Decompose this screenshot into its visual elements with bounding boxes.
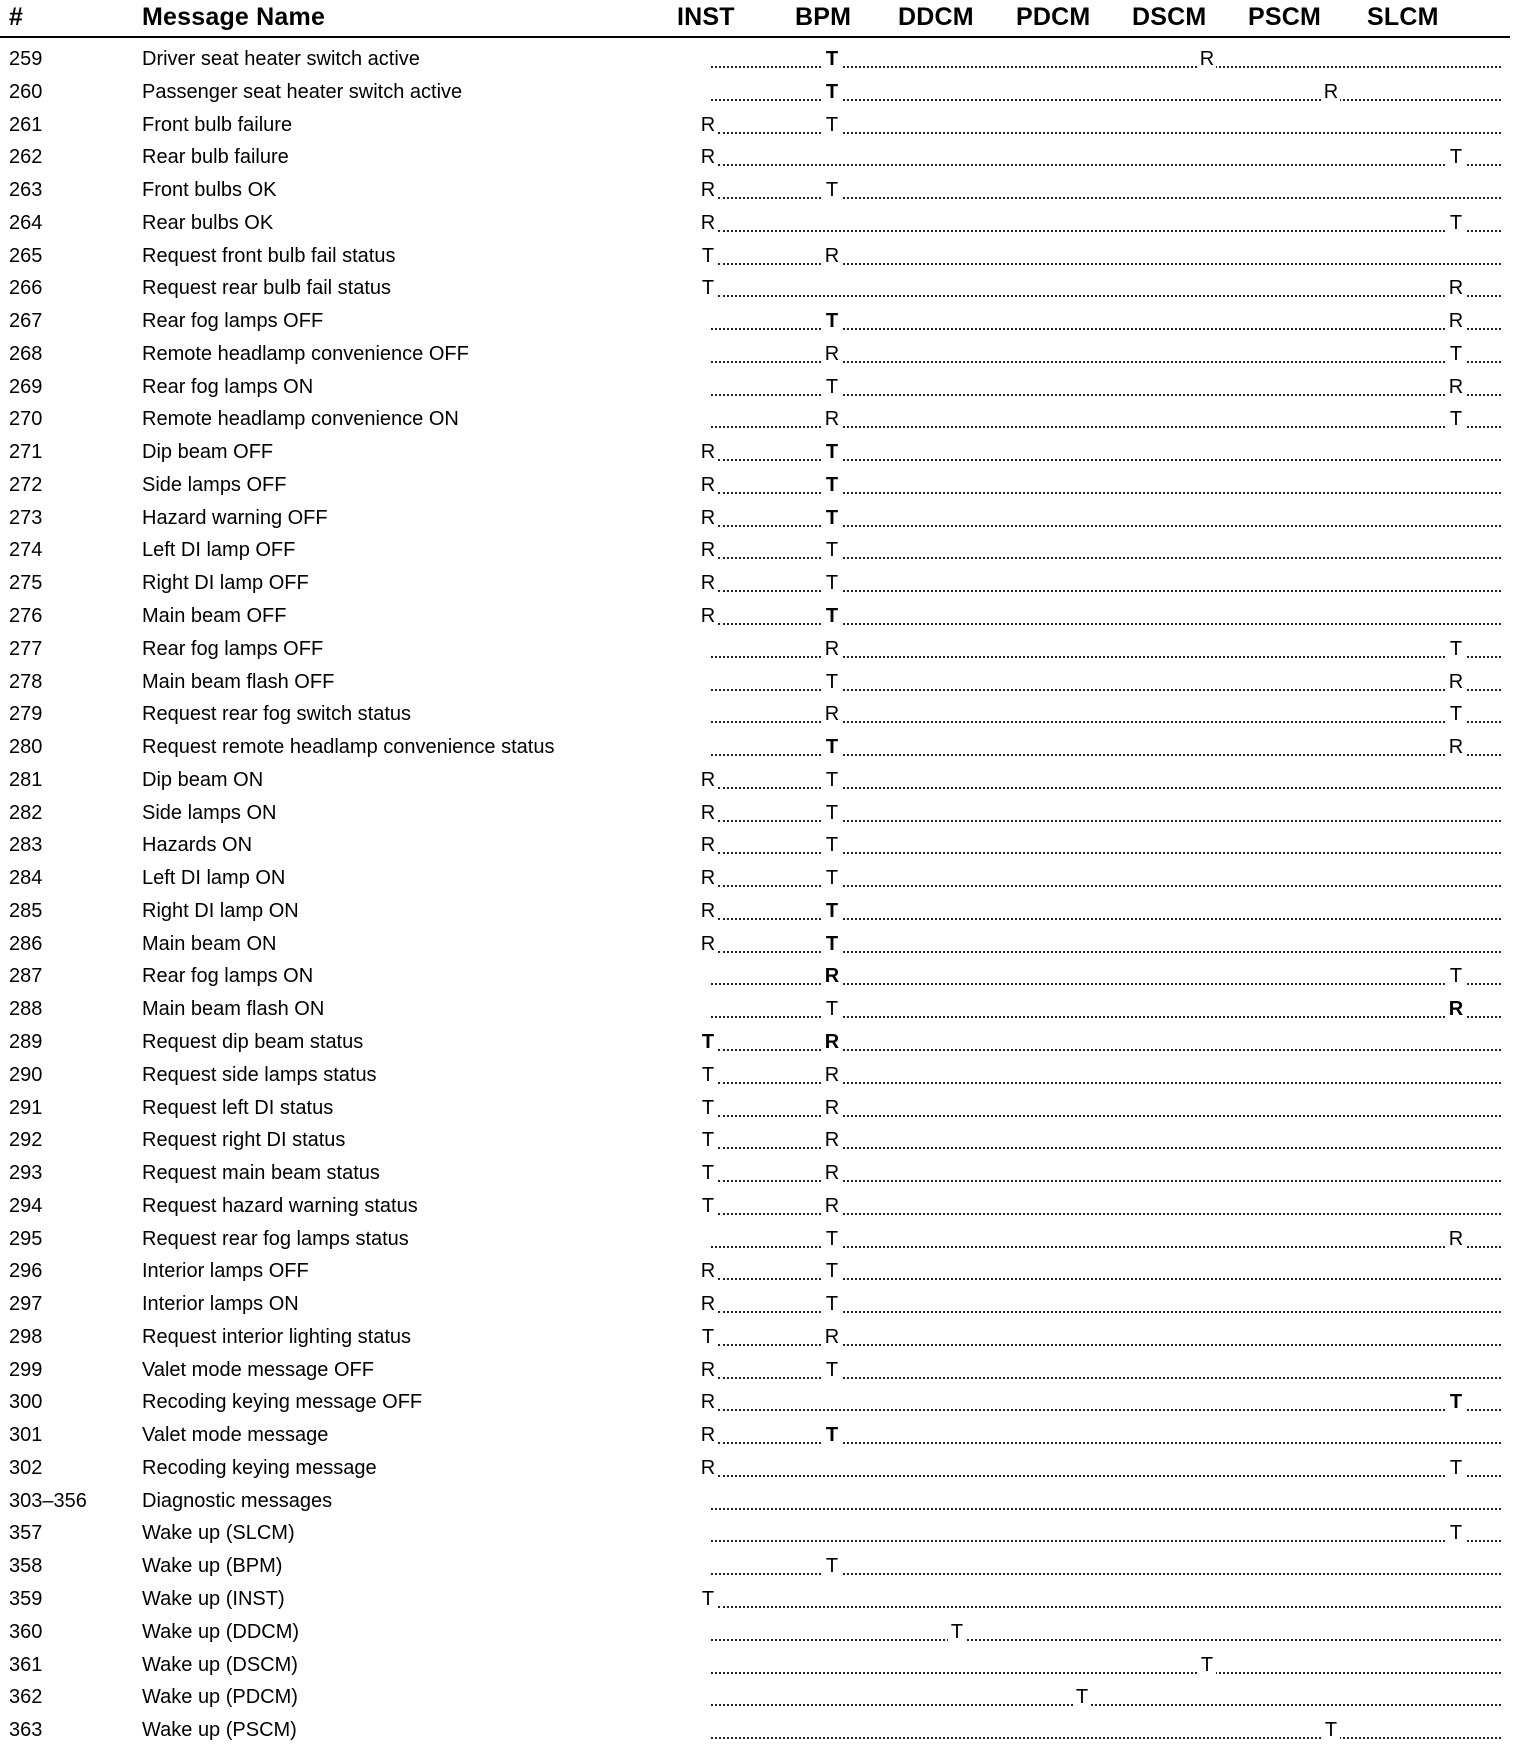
message-number: 274	[9, 539, 43, 562]
message-name: Hazard warning OFF	[142, 506, 328, 529]
table-row	[0, 1650, 1510, 1683]
table-row	[0, 44, 1510, 77]
table-row	[0, 1125, 1510, 1158]
direction-mark: R	[824, 637, 840, 660]
direction-mark: T	[1447, 1521, 1465, 1545]
header-pscm: PSCM	[1248, 3, 1322, 31]
message-name: Request dip beam status	[142, 1030, 364, 1053]
direction-mark: T	[699, 1194, 717, 1218]
message-number: 275	[9, 572, 43, 595]
direction-mark: R	[824, 1063, 840, 1086]
dotted-leader	[718, 164, 1501, 166]
table-row	[0, 437, 1510, 470]
header-message-name: Message Name	[142, 3, 326, 31]
table-row	[0, 1518, 1510, 1551]
message-name: Right DI lamp ON	[142, 899, 299, 922]
message-name: Wake up (PSCM)	[142, 1719, 297, 1742]
table-row	[0, 77, 1510, 110]
message-name: Left DI lamp OFF	[142, 539, 296, 562]
message-name: Dip beam OFF	[142, 441, 274, 464]
message-name: Main beam flash ON	[142, 998, 325, 1021]
message-name: Wake up (INST)	[142, 1587, 285, 1610]
table-row	[0, 208, 1510, 241]
message-name: Request hazard warning status	[142, 1194, 418, 1217]
dotted-leader	[718, 230, 1501, 232]
message-name: Request main beam status	[142, 1162, 380, 1185]
message-name: Side lamps OFF	[142, 473, 287, 496]
direction-mark: R	[700, 473, 716, 496]
table-row	[0, 830, 1510, 863]
direction-mark: T	[1447, 145, 1465, 169]
message-name: Front bulb failure	[142, 113, 293, 136]
table-row	[0, 1584, 1510, 1617]
message-name: Wake up (DSCM)	[142, 1653, 298, 1676]
message-name: Rear fog lamps ON	[142, 375, 314, 398]
table-row	[0, 273, 1510, 306]
direction-mark: T	[823, 866, 841, 890]
table-row	[0, 1617, 1510, 1650]
message-number: 269	[9, 375, 43, 398]
message-number: 268	[9, 342, 43, 365]
direction-mark: R	[700, 211, 716, 234]
direction-mark: R	[700, 1260, 716, 1283]
direction-mark: T	[823, 1554, 841, 1578]
direction-mark: T	[699, 1128, 717, 1152]
message-number: 300	[9, 1391, 43, 1414]
direction-mark: T	[823, 1423, 841, 1447]
direction-mark: R	[700, 539, 716, 562]
header-dscm: DSCM	[1132, 3, 1207, 31]
direction-mark: R	[824, 1162, 840, 1185]
table-row	[0, 142, 1510, 175]
message-name: Wake up (BPM)	[142, 1555, 283, 1578]
message-number: 279	[9, 703, 43, 726]
direction-mark: R	[700, 113, 716, 136]
table-row	[0, 1322, 1510, 1355]
message-name: Passenger seat heater switch active	[142, 80, 463, 103]
table-row	[0, 1191, 1510, 1224]
direction-mark: T	[823, 1358, 841, 1382]
message-number: 298	[9, 1325, 43, 1348]
message-name: Request left DI status	[142, 1096, 334, 1119]
message-number: 290	[9, 1063, 43, 1086]
direction-mark: T	[823, 735, 841, 759]
message-number: 292	[9, 1129, 43, 1152]
direction-mark: T	[699, 1063, 717, 1087]
table-row	[0, 961, 1510, 994]
message-name: Driver seat heater switch active	[142, 48, 420, 70]
direction-mark: R	[1448, 736, 1464, 759]
direction-mark: T	[699, 1161, 717, 1185]
direction-mark: R	[824, 1096, 840, 1119]
message-number: 301	[9, 1424, 43, 1447]
message-name: Request side lamps status	[142, 1063, 377, 1086]
direction-mark: R	[1199, 48, 1215, 70]
table-row	[0, 306, 1510, 339]
direction-mark: R	[700, 1424, 716, 1447]
direction-mark: R	[824, 408, 840, 431]
direction-mark: T	[823, 178, 841, 202]
direction-mark: T	[699, 244, 717, 268]
message-number: 282	[9, 801, 43, 824]
direction-mark: R	[700, 572, 716, 595]
direction-mark: R	[700, 1358, 716, 1381]
direction-mark: T	[699, 1587, 717, 1611]
direction-mark: T	[1322, 1718, 1340, 1742]
message-number: 297	[9, 1293, 43, 1316]
message-name: Rear fog lamps ON	[142, 965, 314, 988]
message-name: Interior lamps OFF	[142, 1260, 309, 1283]
message-number: 296	[9, 1260, 43, 1283]
dotted-leader	[711, 1639, 1501, 1641]
direction-mark: T	[823, 1227, 841, 1251]
message-number: 283	[9, 834, 43, 857]
dotted-leader	[711, 1704, 1501, 1706]
table-row	[0, 339, 1510, 372]
message-number: 360	[9, 1620, 43, 1643]
message-number: 277	[9, 637, 43, 660]
direction-mark: R	[700, 1391, 716, 1414]
direction-mark: T	[699, 1030, 717, 1054]
dotted-leader	[711, 1540, 1501, 1542]
direction-mark: R	[700, 179, 716, 202]
table-row	[0, 1027, 1510, 1060]
message-name: Right DI lamp OFF	[142, 572, 309, 595]
direction-mark: T	[823, 1259, 841, 1283]
table-row	[0, 1486, 1510, 1519]
dotted-leader	[718, 295, 1501, 297]
table-row	[0, 1715, 1510, 1748]
dotted-leader	[711, 1508, 1501, 1510]
message-number: 295	[9, 1227, 43, 1250]
message-name: Rear bulbs OK	[142, 211, 274, 234]
message-name: Rear fog lamps OFF	[142, 637, 324, 660]
table-row	[0, 1289, 1510, 1322]
header-inst: INST	[677, 3, 735, 31]
direction-mark: T	[823, 801, 841, 825]
header-number: #	[9, 3, 24, 31]
message-number: 278	[9, 670, 43, 693]
dotted-leader	[718, 1409, 1501, 1411]
direction-mark: T	[1447, 1390, 1465, 1414]
table-row	[0, 798, 1510, 831]
direction-mark: R	[700, 146, 716, 169]
message-number: 362	[9, 1686, 43, 1709]
direction-mark: R	[700, 932, 716, 955]
table-row	[0, 1420, 1510, 1453]
direction-mark: T	[823, 473, 841, 497]
table-row	[0, 1060, 1510, 1093]
header-bpm: BPM	[795, 3, 852, 31]
table-row	[0, 1355, 1510, 1388]
direction-mark: R	[824, 1129, 840, 1152]
direction-mark: R	[1448, 1227, 1464, 1250]
message-name: Valet mode message OFF	[142, 1358, 374, 1381]
direction-mark: R	[1448, 998, 1464, 1021]
message-name: Request rear bulb fail status	[142, 277, 392, 300]
message-number: 286	[9, 932, 43, 955]
direction-mark: T	[823, 932, 841, 956]
direction-mark: R	[700, 834, 716, 857]
direction-mark: T	[1447, 1456, 1465, 1480]
header-ddcm: DDCM	[898, 3, 974, 31]
direction-mark: T	[823, 375, 841, 399]
message-name: Wake up (PDCM)	[142, 1686, 298, 1709]
table-row	[0, 404, 1510, 437]
direction-mark: T	[1447, 964, 1465, 988]
message-number: 264	[9, 211, 43, 234]
direction-mark: T	[823, 604, 841, 628]
table-row	[0, 1158, 1510, 1191]
table-row	[0, 765, 1510, 798]
message-name: Rear fog lamps OFF	[142, 310, 324, 333]
message-name: Left DI lamp ON	[142, 867, 286, 890]
direction-mark: R	[824, 965, 840, 988]
message-name: Remote headlamp convenience ON	[142, 408, 459, 431]
direction-mark: R	[1323, 80, 1339, 103]
direction-mark: T	[823, 440, 841, 464]
table-row	[0, 1387, 1510, 1420]
direction-mark: T	[823, 47, 841, 71]
direction-mark: T	[1447, 407, 1465, 431]
message-name: Request interior lighting status	[142, 1325, 412, 1348]
table-row	[0, 634, 1510, 667]
direction-mark: R	[824, 703, 840, 726]
message-number: 261	[9, 113, 43, 136]
table-row	[0, 1093, 1510, 1126]
dotted-leader	[718, 1475, 1501, 1477]
table-row	[0, 1224, 1510, 1257]
table-row	[0, 896, 1510, 929]
direction-mark: R	[700, 768, 716, 791]
direction-mark: T	[823, 768, 841, 792]
direction-mark: R	[700, 899, 716, 922]
message-number: 271	[9, 441, 43, 464]
message-number: 293	[9, 1162, 43, 1185]
table-row	[0, 535, 1510, 568]
table-row	[0, 929, 1510, 962]
table-row	[0, 1453, 1510, 1486]
message-number: 273	[9, 506, 43, 529]
message-number: 270	[9, 408, 43, 431]
dotted-leader	[711, 1672, 1501, 1674]
direction-mark: T	[948, 1620, 966, 1644]
message-number: 284	[9, 867, 43, 890]
message-number: 260	[9, 80, 43, 103]
message-name: Remote headlamp convenience OFF	[142, 342, 469, 365]
message-name: Request remote headlamp convenience status	[142, 736, 555, 759]
table-row	[0, 994, 1510, 1027]
message-number: 281	[9, 768, 43, 791]
message-number: 358	[9, 1555, 43, 1578]
message-name: Interior lamps ON	[142, 1293, 299, 1316]
message-name: Front bulbs OK	[142, 179, 277, 202]
message-name: Request rear fog switch status	[142, 703, 412, 726]
message-number: 291	[9, 1096, 43, 1119]
table-row	[0, 667, 1510, 700]
direction-mark: R	[700, 1456, 716, 1479]
direction-mark: T	[823, 571, 841, 595]
table-row	[0, 470, 1510, 503]
table-row	[0, 1551, 1510, 1584]
direction-mark: R	[700, 801, 716, 824]
dotted-leader	[718, 1606, 1501, 1608]
table-row	[0, 568, 1510, 601]
table-row	[0, 601, 1510, 634]
direction-mark: T	[823, 113, 841, 137]
message-name: Dip beam ON	[142, 768, 264, 791]
table-row	[0, 863, 1510, 896]
message-rows	[0, 44, 1510, 1748]
message-number: 285	[9, 899, 43, 922]
direction-mark: T	[1198, 1653, 1216, 1677]
message-number: 272	[9, 473, 43, 496]
message-number: 361	[9, 1653, 43, 1676]
direction-mark: T	[823, 997, 841, 1021]
message-name: Valet mode message	[142, 1424, 329, 1447]
table-row	[0, 732, 1510, 765]
header-slcm: SLCM	[1367, 3, 1439, 31]
message-name: Rear bulb failure	[142, 146, 289, 169]
direction-mark: T	[823, 506, 841, 530]
message-name: Main beam OFF	[142, 605, 287, 628]
direction-mark: T	[823, 1292, 841, 1316]
direction-mark: T	[699, 276, 717, 300]
table-header	[0, 0, 1510, 38]
message-number: 288	[9, 998, 43, 1021]
direction-mark: T	[823, 309, 841, 333]
table-row	[0, 372, 1510, 405]
message-name: Hazards ON	[142, 834, 253, 857]
direction-mark: R	[1448, 277, 1464, 300]
direction-mark: R	[824, 342, 840, 365]
message-number: 263	[9, 179, 43, 202]
message-name: Request front bulb fail status	[142, 244, 396, 267]
message-number: 303–356	[9, 1489, 87, 1512]
direction-mark: T	[699, 1096, 717, 1120]
table-row	[0, 503, 1510, 536]
direction-mark: R	[1448, 310, 1464, 333]
message-name: Main beam flash OFF	[142, 670, 335, 693]
direction-mark: R	[700, 605, 716, 628]
message-name: Recoding keying message	[142, 1456, 377, 1479]
message-number: 294	[9, 1194, 43, 1217]
direction-mark: T	[1447, 211, 1465, 235]
message-number: 363	[9, 1719, 43, 1742]
direction-mark: R	[700, 867, 716, 890]
message-name: Recoding keying message OFF	[142, 1391, 423, 1414]
direction-mark: R	[824, 244, 840, 267]
direction-mark: T	[823, 833, 841, 857]
direction-mark: T	[823, 538, 841, 562]
direction-mark: T	[823, 899, 841, 923]
direction-mark: R	[1448, 375, 1464, 398]
message-number: 299	[9, 1358, 43, 1381]
message-number: 266	[9, 277, 43, 300]
message-number: 287	[9, 965, 43, 988]
message-number: 267	[9, 310, 43, 333]
direction-mark: T	[1447, 637, 1465, 661]
message-number: 302	[9, 1456, 43, 1479]
table-row	[0, 1682, 1510, 1715]
table-row	[0, 175, 1510, 208]
dotted-leader	[711, 1737, 1501, 1739]
direction-mark: R	[1448, 670, 1464, 693]
direction-mark: T	[1447, 342, 1465, 366]
direction-mark: R	[700, 506, 716, 529]
message-name: Wake up (SLCM)	[142, 1522, 295, 1545]
message-name: Diagnostic messages	[142, 1489, 333, 1512]
direction-mark: T	[823, 670, 841, 694]
message-number: 265	[9, 244, 43, 267]
direction-mark: T	[699, 1325, 717, 1349]
table-row	[0, 699, 1510, 732]
direction-mark: T	[1447, 702, 1465, 726]
message-name: Side lamps ON	[142, 801, 277, 824]
message-number: 280	[9, 736, 43, 759]
message-name: Request rear fog lamps status	[142, 1227, 409, 1250]
message-number: 259	[9, 48, 43, 70]
table-row	[0, 1256, 1510, 1289]
table-row	[0, 241, 1510, 274]
message-name: Wake up (DDCM)	[142, 1620, 300, 1643]
message-number: 359	[9, 1587, 43, 1610]
direction-mark: R	[824, 1325, 840, 1348]
message-number: 276	[9, 605, 43, 628]
direction-mark: R	[700, 441, 716, 464]
table-row	[0, 110, 1510, 143]
message-number: 262	[9, 146, 43, 169]
direction-mark: T	[823, 80, 841, 104]
direction-mark: R	[824, 1194, 840, 1217]
direction-mark: R	[824, 1030, 840, 1053]
header-pdcm: PDCM	[1016, 3, 1091, 31]
message-number: 289	[9, 1030, 43, 1053]
message-number: 357	[9, 1522, 43, 1545]
direction-mark: T	[1073, 1685, 1091, 1709]
message-name: Main beam ON	[142, 932, 277, 955]
direction-mark: R	[700, 1293, 716, 1316]
message-name: Request right DI status	[142, 1129, 346, 1152]
